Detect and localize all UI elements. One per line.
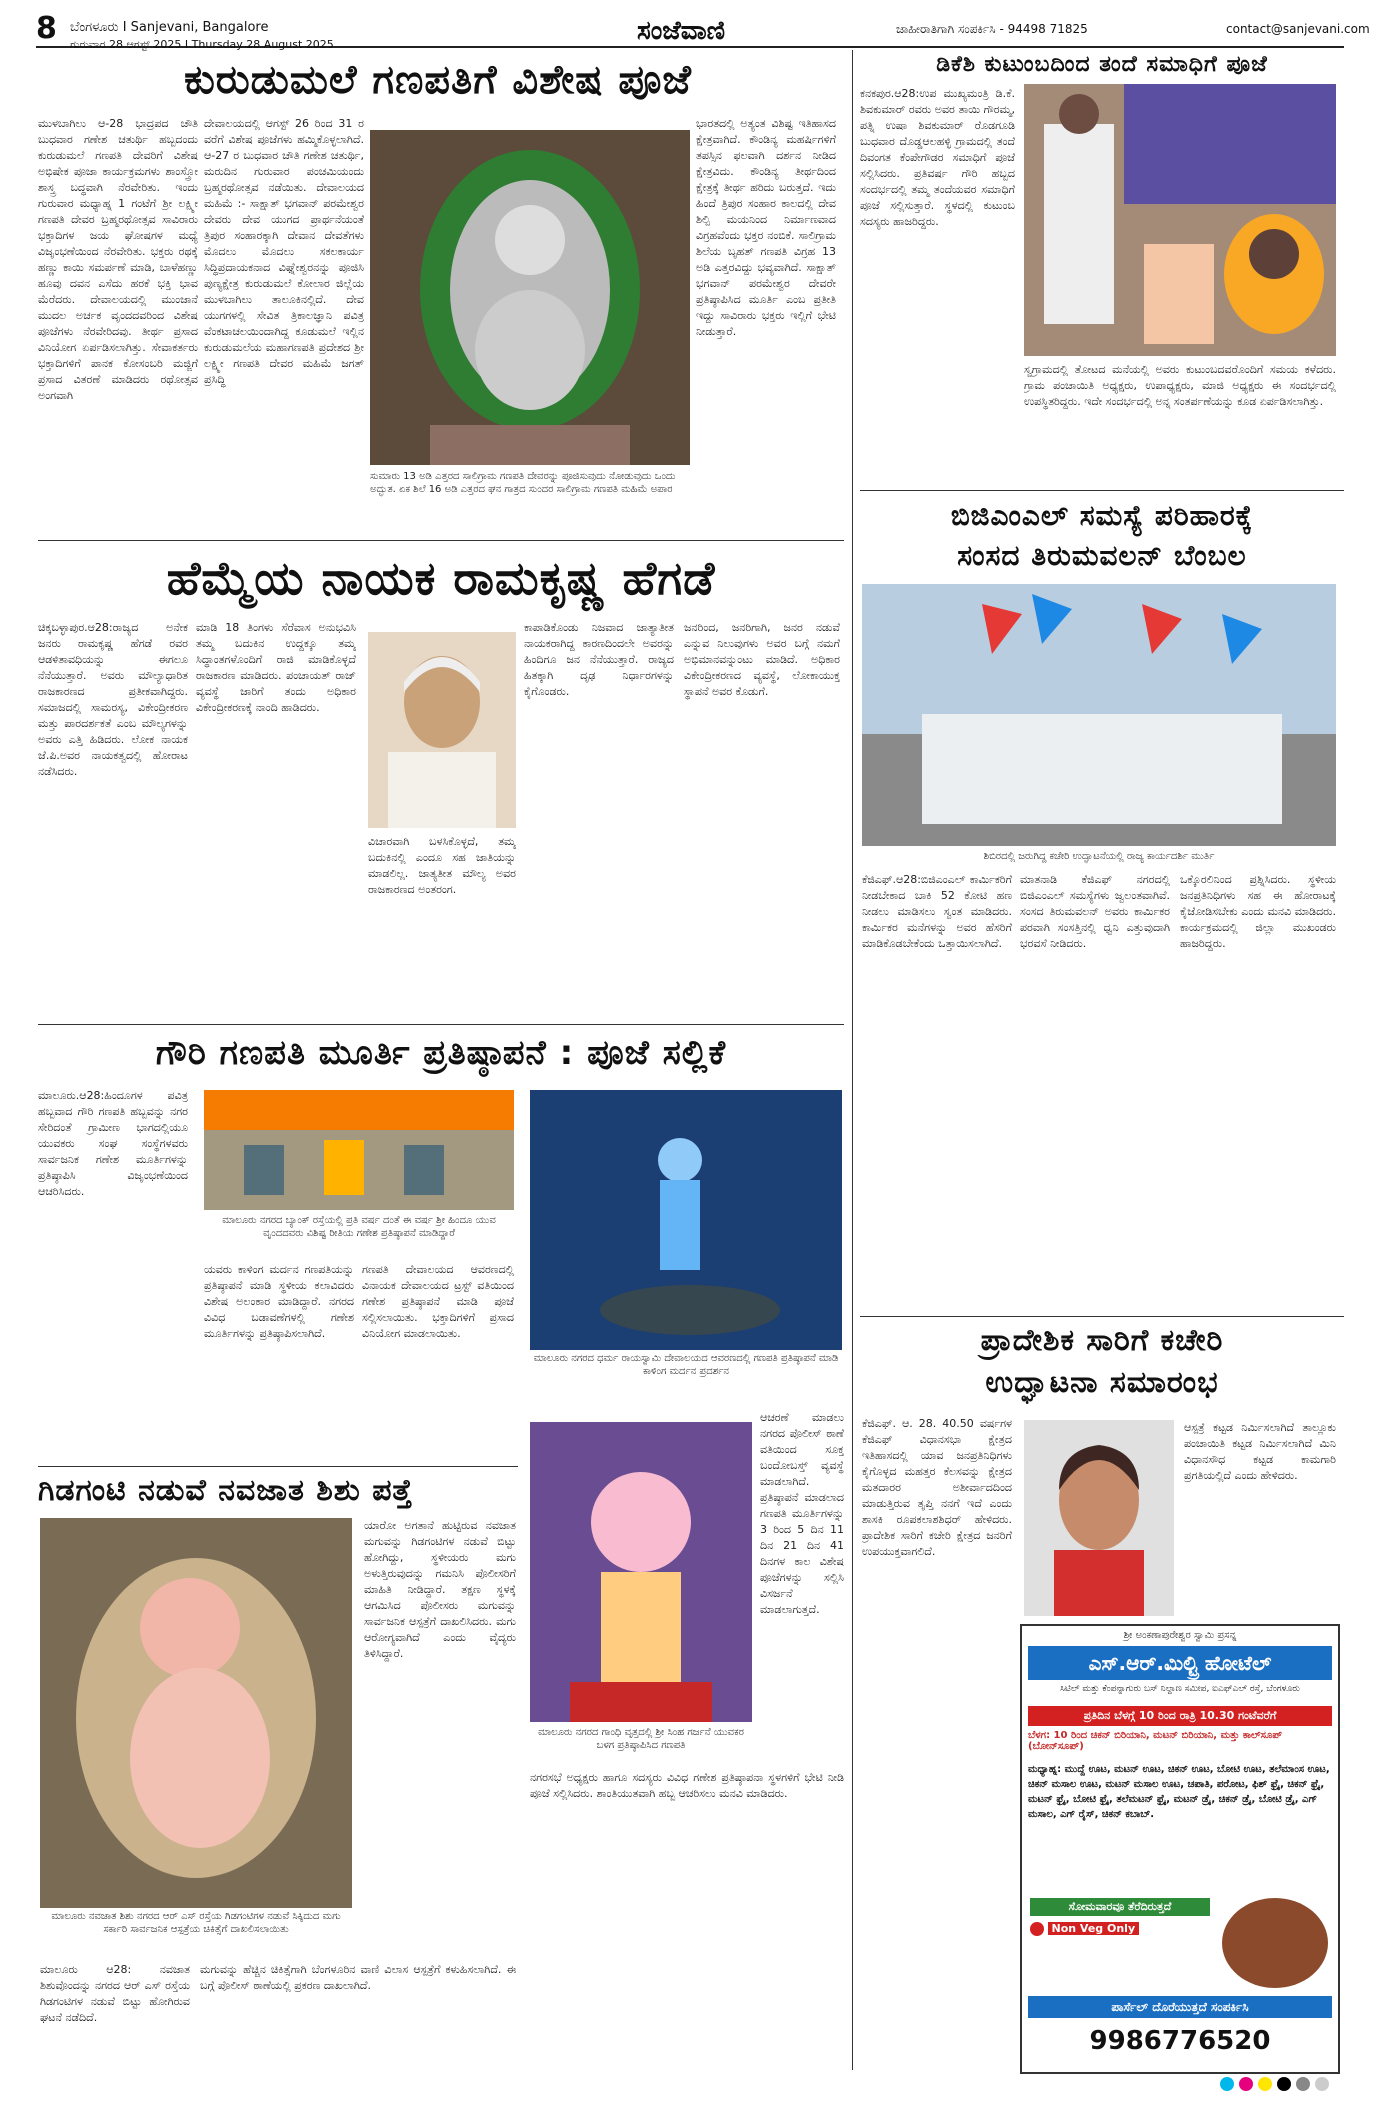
kalinga-mardana-photo xyxy=(530,1090,842,1350)
yellow-dot-icon xyxy=(1258,2077,1272,2091)
article-text: ಮುಳಬಾಗಿಲು ಆ-28 ಭಾದ್ರಪದ ಚೌತಿ ಬುಧವಾರ ಗಣೇಶ ಚತುರ್ಥಿ ಹಬ್ಬದಂದು ಕುರುಡುಮಲೆ ಗಣಪತಿ ದೇವರಿಗೆ ವಿಶೇಷ ಅಭಿಷೇಕ ಪೂಜಾ ಕಾರ್ಯಕ್ರಮಗಳು ಶಾಂಸ್ತ್ರೋ ಶಾಸ್ತ್ರ ಬದ್ಧವಾಗಿ ನೆರವೇರಿತು. ಇಂದು ಗುರುವಾರ ಮಧ್ಯಾಹ್ನ 1 ಗಂಟೆಗೆ ಶ್ರೀ ಲಕ್ಷ್ಮೀ ಗಣಪತಿ ದೇವರ ಬ್ರಹ್ಮರಥೋತ್ಸವ ಸಾವಿರಾರು ಭಕ್ತಾದಿಗಳ ಜಯ ಘೋಷಗಳ ಮಧ್ಯೆ ವಿಜೃಂಭಣೆಯಿಂದ ನೆರವೇರಿತು. ಭಕ್ತರು ರಥಕ್ಕೆ ಹಣ್ಣು ಕಾಯಿ ಸಮರ್ಪಣೆ ಮಾಡಿ, ಬಾಳೆಹಣ್ಣು ಹೂವು ದವನ ಎಸೆದು ಹರಕೆ ಭಕ್ತಿ ಭಾವ ಮೆರೆದರು. ದೇವಾಲಯದಲ್ಲಿ ಮುಂಜಾನೆ ಮುದಲ ಅರ್ಚಕ ವೃಂದದವರಿಂದ ವಿಶೇಷ ಪೂಜೆಗಳು ನೆರವೇರಿದವು. ತೀರ್ಥ ಪ್ರಸಾದ ವಿನಿಯೋಗ ಏರ್ಪಡಿಸಲಾಗಿತ್ತು. ಸೇವಾಕರ್ತರು ಭಕ್ತಾದಿಗಳಿಗೆ ಪಾನಕ ಕೋಸಂಬರಿ ಮಜ್ಜಿಗೆ ಪ್ರಸಾದ ವಿತರಣೆ ಮಾಡಿದರು ರಥೋತ್ಸವ ಅಂಗವಾಗಿ xyxy=(38,117,198,402)
photo-caption: ಮಾಲೂರು ನಗರದ ಗಾಂಧಿ ವೃತ್ತದಲ್ಲಿ ಶ್ರೀ ಸಿಂಹ ಗರ್ಜನೆ ಯುವಕರ ಬಳಗ ಪ್ರತಿಷ್ಠಾಪಿಸಿದ ಗಣಪತಿ xyxy=(538,1727,744,1751)
article-text: ಕೆಜಿಎಫ್.ಆ28:ಬಿಜಿಎಂಎಲ್ ಕಾರ್ಮಿಕರಿಗೆ ನೀಡಬೇಕಾದ ಬಾಕಿ 52 ಕೋಟಿ ಹಣ ನೀಡಲು ಮಾಡಿಸಲು ಸ್ವಂತ ಮಾಡಿದರು. ಕಾರ್ಮಿಕರ ಮನೆಗಳನ್ನು ಅವರ ಹೆಸರಿಗೆ ಮಾಡಿಕೊಡಬೇಕೆಂದು ಒತ್ತಾಯಿಸಲಾಗಿದೆ. xyxy=(862,873,1012,950)
article-text: ಮಾಲೂರು.ಆ28:ಹಿಂದೂಗಳ ಪವಿತ್ರ ಹಬ್ಬವಾದ ಗೌರಿ ಗಣಪತಿ ಹಬ್ಬವನ್ನು ನಗರ ಸೇರಿದಂತೆ ಗ್ರಾಮೀಣ ಭಾಗದಲ್ಲಿಯೂ ಯುವಕರು ಸಂಘ ಸಂಸ್ಥೆಗಳವರು ಸಾರ್ವಜನಿಕ ಗಣೇಶ ಮೂರ್ತಿಗಳನ್ನು ಪ್ರತಿಷ್ಠಾಪಿಸಿ ವಿಜೃಂಭಣೆಯಿಂದ ಆಚರಿಸಿದರು. xyxy=(38,1089,188,1198)
newborn-photo xyxy=(40,1518,352,1908)
color-registration-marks xyxy=(1220,2076,1340,2092)
newborn-illustration xyxy=(40,1518,352,1908)
photo-caption: ಮಾಲೂರು ನಗರದ ಬ್ಯಾಂಕ್ ರಸ್ತೆಯಲ್ಲಿ ಪ್ರತಿ ವರ್ಷ ದಂತೆ ಈ ವರ್ಷ ಶ್ರೀ ಹಿಂದೂ ಯುವ ವೃಂದದವರು ವಿಶಿಷ್ಟ ರೀತಿಯ ಗಣೇಶ ಪ್ರತಿಷ್ಠಾಪನೆ ಮಾಡಿದ್ದಾರೆ xyxy=(222,1215,496,1239)
bgml-protest-photo xyxy=(862,584,1336,846)
headline-rto-2: ಉದ್ಘಾಟನಾ ಸಮಾರಂಭ xyxy=(985,1365,1219,1400)
ganapati-illustration xyxy=(370,130,690,465)
divider-line xyxy=(860,1316,1344,1317)
photo-caption: ಮಾಲೂರು ನಗರದ ಧರ್ಮ ರಾಯಸ್ವಾಮಿ ದೇವಾಲಯದ ಆವರಣದಲ್ಲಿ ಗಣಪತಿ ಪ್ರತಿಷ್ಠಾಪನೆ ಮಾಡಿ ಕಾಳಿಂಗ ಮರ್ದನ ಪ್ರದರ್ಶನ xyxy=(533,1353,839,1377)
protest-illustration xyxy=(862,584,1336,846)
ad-parcel: ಪಾರ್ಸೆಲ್ ದೊರೆಯುತ್ತದೆ ಸಂಪರ್ಕಿಸಿ xyxy=(1028,1996,1332,2018)
photo-caption: ಮಾಲೂರು ನವಜಾತ ಶಿಶು ನಗರದ ಆರ್ ಎಸ್ ರಸ್ತೆಯ ಗಿಡಗಂಟಿಗಳ ನಡುವೆ ಸಿಕ್ಕಿದುದ ಮಗು ಸರ್ಕಾರಿ ಸಾರ್ವಜನಿಕ ಆಸ್ಪತ್ರೆಯ ಚಿಕಿತ್ಸೆಗೆ ದಾಖಲಿಸಲಾಯಿತು xyxy=(51,1911,341,1935)
ad-phone-number[interactable]: 9986776520 xyxy=(1089,2026,1271,2056)
ganapati-idol-photo xyxy=(370,130,690,465)
ad-contact-line: ಜಾಹೀರಾತಿಗಾಗಿ ಸಂಪರ್ಕಿಸಿ - 94498 71825 xyxy=(896,22,1088,36)
ad-hotel-title: ಎಸ್.ಆರ್.ಮಿಲ್ಟ್ರಿ ಹೋಟೆಲ್ xyxy=(1028,1646,1332,1680)
nonveg-icon xyxy=(1030,1922,1044,1936)
article-text: ಕೆಜಿಎಫ್. ಆ. 28. 40.50 ವರ್ಷಗಳ ಕೆಜಿಎಫ್ ವಿಧಾನಸಭಾ ಕ್ಷೇತ್ರದ ಇತಿಹಾಸದಲ್ಲಿ ಯಾವ ಜನಪ್ರತಿನಿಧಿಗಳು ಕೈಗೊಳ್ಳದ ಮಹತ್ತರ ಕೆಲಸವನ್ನು ಕ್ಷೇತ್ರದ ಮತದಾರರ ಅಶೀರ್ವಾದದಿಂದ ಮಾಡುತ್ತಿರುವ ತೃಪ್ತಿ ನನಗೆ ಇದೆ ಎಂದು ಶಾಸಕಿ ರೂಪಕಲಾಶಶಿಧರ್ ಹೇಳಿದರು. ಪ್ರಾದೇಶಿಕ ಸಾರಿಗೆ ಕಚೇರಿ ಕ್ಷೇತ್ರದ ಜನರಿಗೆ ಉಪಯುಕ್ತವಾಗಲಿದೆ. xyxy=(862,1417,1012,1558)
divider-line xyxy=(38,1024,844,1025)
hotel-ad xyxy=(1020,1624,1340,2074)
article-text: ಸ್ವಗ್ರಾಮದಲ್ಲಿ ತೋಟದ ಮನೆಯಲ್ಲಿ ಅವರು ಕುಟುಂಬದವರೊಂದಿಗೆ ಸಮಯ ಕಳೆದರು. ಗ್ರಾಮ ಪಂಚಾಯಿತಿ ಅಧ್ಯಕ್ಷರು, ಉಪಾಧ್ಯಕ್ಷರು, ಮಾಜಿ ಅಧ್ಯಕ್ಷರು ಈ ಸಂದರ್ಭದಲ್ಲಿ ಉಪಸ್ಥಿತರಿದ್ದರು. ಇದೇ ಸಂದರ್ಭದಲ್ಲಿ ಅನ್ನ ಸಂತರ್ಪಣೆಯನ್ನು ಕೂಡ ಏರ್ಪಡಿಸಲಾಗಿತ್ತು. xyxy=(1024,363,1336,408)
article-text: ನಗರಸಭೆ ಅಧ್ಯಕ್ಷರು ಹಾಗೂ ಸದಸ್ಯರು ವಿವಿಧ ಗಣೇಶ ಪ್ರತಿಷ್ಠಾಪನಾ ಸ್ಥಳಗಳಿಗೆ ಭೇಟಿ ನೀಡಿ ಪೂಜೆ ಸಲ್ಲಿಸಿದರು. ಶಾಂತಿಯುತವಾಗಿ ಹಬ್ಬ ಆಚರಿಸಲು ಮನವಿ ಮಾಡಿದರು. xyxy=(530,1771,844,1800)
lightgrey-dot-icon xyxy=(1315,2077,1329,2091)
article-text: ವಿಚಾರವಾಗಿ ಬಳಸಿಕೊಳ್ಳದೆ, ತಮ್ಮ ಬದುಕಿನಲ್ಲಿ ಎಂದೂ ಸಹ ಜಾತಿಯನ್ನು ಮಾಡಲಿಲ್ಲ. ಜಾತ್ಯತೀತ ಮೌಲ್ಯ ಅವರ ರಾಜಕಾರಣದ ಅಂತರಂಗ. xyxy=(368,835,516,896)
column-divider xyxy=(852,50,853,2070)
mla-portrait-photo xyxy=(1024,1420,1174,1616)
photo-caption: ಶಿಬಿರದಲ್ಲಿ ಜರುಗಿದ್ದ ಕಚೇರಿ ಉದ್ಘಾಟನೆಯಲ್ಲಿ ರಾಜ್ಯ ಕಾರ್ಯದರ್ಶಿ ಮುರ್ತಿ xyxy=(983,851,1215,862)
divider-line xyxy=(38,540,844,541)
article-text: ಆಚರಣೆ ಮಾಡಲು ನಗರದ ಪೊಲೀಸ್ ಠಾಣೆ ವತಿಯಿಂದ ಸೂಕ್ತ ಬಂದೋಬಸ್ತ್ ವ್ಯವಸ್ಥೆ ಮಾಡಲಾಗಿದೆ. ಪ್ರತಿಷ್ಠಾಪನೆ ಮಾಡಲಾದ ಗಣಪತಿ ಮೂರ್ತಿಗಳನ್ನು 3 ರಿಂದ 5 ದಿನ 11 ದಿನ 21 ದಿನ 41 ದಿನಗಳ ಕಾಲ ವಿಶೇಷ ಪೂಜೆಗಳನ್ನು ಸಲ್ಲಿಸಿ ವಿಸರ್ಜನೆ ಮಾಡಲಾಗುತ್ತದೆ. xyxy=(760,1411,844,1616)
headline-bgml-2: ಸಂಸದ ತಿರುಮವಲನ್ ಬೆಂಬಲ xyxy=(957,539,1247,572)
article-text: ಒಕ್ಕೊರಲಿನಿಂದ ಪ್ರಶ್ನಿಸಿದರು. ಸ್ಥಳೀಯ ಜನಪ್ರತಿನಿಧಿಗಳು ಸಹ ಈ ಹೋರಾಟಕ್ಕೆ ಕೈಜೋಡಿಸಬೇಕು ಎಂದು ಮನವಿ ಮಾಡಿದರು. ಕಾರ್ಯಕ್ರಮದಲ್ಲಿ ಜಿಲ್ಲಾ ಮುಖಂಡರು ಹಾಜರಿದ್ದರು. xyxy=(1180,873,1336,950)
email-contact: contact@sanjevani.com xyxy=(1226,22,1370,36)
ad-top-line: ಶ್ರೀ ಅಂಕಣಾಪುರೇಶ್ವರ ಸ್ವಾಮಿ ಪ್ರಸನ್ನ xyxy=(1123,1630,1237,1641)
headline-bgml-1: ಬಿಜಿಎಂಎಲ್ ಸಮಸ್ಯೆ ಪರಿಹಾರಕ್ಕೆ xyxy=(950,499,1254,532)
headline-newborn: ಗಿಡಗಂಟಿ ನಡುವೆ ನವಜಾತ ಶಿಶು ಪತ್ತೆ xyxy=(38,1473,414,1508)
magenta-dot-icon xyxy=(1239,2077,1253,2091)
article-text: ಜನರಿಂದ, ಜನರಿಗಾಗಿ, ಜನರ ನಡುವೆ ಎನ್ನುವ ನಿಲುವುಗಳು ಅವರ ಬಗ್ಗೆ ನಮಗೆ ಅಭಿಮಾನವನ್ನುಂಟು ಮಾಡಿದೆ. ಅಧಿಕಾರ ವಿಕೇಂದ್ರೀಕರಣದ ವ್ಯವಸ್ಥೆ, ಲೋಕಾಯುಕ್ತ ಸ್ಥಾಪನೆ ಅವರ ಕೊಡುಗೆ. xyxy=(684,621,840,698)
article-text: ಗಣಪತಿ ದೇವಾಲಯದ ಆವರಣದಲ್ಲಿ ವಿನಾಯಕ ದೇವಾಲಯದ ಟ್ರಸ್ಟ್ ವತಿಯಿಂದ ಗಣೇಶ ಪ್ರತಿಷ್ಠಾಪನೆ ಮಾಡಿ ಪೂಜೆ ಸಲ್ಲಿಸಲಾಯಿತು. ಭಕ್ತಾದಿಗಳಿಗೆ ಪ್ರಸಾದ ವಿನಿಯೋಗ ಮಾಡಲಾಯಿತು. xyxy=(362,1263,514,1340)
newspaper-logo: ಸಂಜೆವಾಣಿ xyxy=(636,16,726,46)
headline-kurudumale: ಕುರುಡುಮಲೆ ಗಣಪತಿಗೆ ವಿಶೇಷ ಪೂಜೆ xyxy=(184,57,692,103)
kalinga-illustration xyxy=(530,1090,842,1350)
ad-line1: ಬೆಳಗ: 10 ರಿಂದ ಚಿಕನ್ ಬಿರಿಯಾನಿ, ಮಟನ್ ಬಿರಿಯಾನಿ, ಮತ್ತು ಕಾಲ್‌ಸೂಪ್ (ಬೋನ್‌ಸೂಪ್) xyxy=(1028,1730,1282,1752)
masthead-city: ಬೆಂಗಳೂರು I Sanjevani, Bangalore xyxy=(70,20,269,35)
ganesha-idol-photo xyxy=(530,1422,752,1722)
article-text: ಮಾತನಾಡಿ ಕೆಜಿಎಫ್ ನಗರದಲ್ಲಿ ಬಿಜಿಎಂಎಲ್ ಸಮಸ್ಯೆಗಳು ಜ್ವಲಂತವಾಗಿವೆ. ಸಂಸದ ತಿರುಮವಲನ್ ಅವರು ಕಾರ್ಮಿಕರ ಪರವಾಗಿ ಸಂಸತ್ತಿನಲ್ಲಿ ಧ್ವನಿ ಎತ್ತುವುದಾಗಿ ಭರವಸೆ ನೀಡಿದರು. xyxy=(1020,873,1170,950)
article-text: ಕನಕಪುರ.ಆ28:ಉಪ ಮುಖ್ಯಮಂತ್ರಿ ಡಿ.ಕೆ. ಶಿವಕುಮಾರ್ ರವರು ಅವರ ತಾಯಿ ಗೌರಮ್ಮ, ಪತ್ನಿ ಉಷಾ ಶಿವಕುಮಾರ್ ರೊಡಗೂಡಿ ಬುಧವಾರ ದೊಡ್ಡಆಲಹಳ್ಳಿ ಗ್ರಾಮದಲ್ಲಿ ತಂದೆ ದಿವಂಗತ ಕೆಂಪೇಗೌಡರ ಸಮಾಧಿಗೆ ಪೂಜೆ ಸಲ್ಲಿಸಿದರು. ಪ್ರತಿವರ್ಷ ಗೌರಿ ಹಬ್ಬದ ಸಂದರ್ಭದಲ್ಲಿ ತಮ್ಮ ತಂದೆಯವರ ಸಮಾಧಿಗೆ ಪೂಜೆ ಸಲ್ಲಿಸುತ್ತಾರೆ. ಸ್ಥಳದಲ್ಲಿ ಕುಟುಂಬ ಸದಸ್ಯರು ಹಾಜರಿದ್ದರು. xyxy=(860,87,1015,228)
puja-illustration xyxy=(1024,84,1336,356)
article-text: ದೇವಾಲಯದಲ್ಲಿ ಆಗಸ್ಟ್ 26 ರಿಂದ 31 ರ ವರೆಗೆ ವಿಶೇಷ ಪೂಜೆಗಳು ಹಮ್ಮಿಕೊಳ್ಳಲಾಗಿದೆ. ಆ-27 ರ ಬುಧವಾರ ಚೌತಿ ಗಣೇಶ ಚತುರ್ಥಿ, ಮರುದಿನ ಗುರುವಾರ ಪಂಚಮಿಯಂದು ಬ್ರಹ್ಮರಥೋತ್ಸವ ನಡೆಯಿತು. ದೇವಾಲಯದ ಮಹಿಮೆ :- ಸಾಕ್ಷಾತ್ ಭಗವಾನ್ ಪರಮೇಶ್ವರ ದೇವರು ದೇವ ಯುಗದ ಪ್ರಾರ್ಥನೆಯಂತೆ ತ್ರಿಪುರ ಸಂಹಾರಕ್ಕಾಗಿ ದೇವಾನ ದೇವತೆಗಳು ಮೊದಲು ಮೊದಲು ಸಕಲಕಾರ್ಯ ಸಿದ್ಧಿಪ್ರದಾಯಕನಾದ ವಿಘ್ನೇಶ್ವರನನ್ನು ಪೂಜಿಸಿ ಪುಣ್ಯಕ್ಷೇತ್ರ ಕುರುಡುಮಲೆ ಕೋಲಾರ ಜಿಲ್ಲೆಯ ಮುಳಬಾಗಿಲು ತಾಲೂಕಿನಲ್ಲಿದೆ. ದೇವ ಯುಗಗಳಲ್ಲಿ ಸೇವಿತ ತ್ರಿಕಾಲಜ್ಞಾನಿ ಪವಿತ್ರ ವೆಂಕಟಾಚಲಯಿಂದಾಗಿದ್ದ ಕೂಡುಮಲೆ ಇಲ್ಲಿನ ಕುರುಡುಮಲೆಯ ಮಹಾಗಣಪತಿ ಪ್ರದೇಶದ ಶ್ರೀ ಲಕ್ಷ್ಮೀ ಗಣಪತಿ ದೇವರ ಮಹಿಮೆ ಜಗತ್ ಪ್ರಸಿದ್ಧಿ xyxy=(204,117,364,386)
page-number: 8 xyxy=(36,11,57,46)
ad-nonveg-badge: Non Veg Only xyxy=(1030,1920,1210,1938)
article-text: ಮಾಡಿ 18 ತಿಂಗಳು ಸೆರೆವಾಸ ಅನುಭವಿಸಿ ತಮ್ಮ ಬದುಕಿನ ಉದ್ದಕ್ಕೂ ತಮ್ಮ ಸಿದ್ಧಾಂತಗಳೊಂದಿಗೆ ರಾಜಿ ಮಾಡಿಕೊಳ್ಳದೆ ರಾಜಕಾರಣ ಮಾಡಿದರು. ಪಂಚಾಯತ್ ರಾಜ್ ವ್ಯವಸ್ಥೆ ಜಾರಿಗೆ ತಂದು ಅಧಿಕಾರ ವಿಕೇಂದ್ರೀಕರಣಕ್ಕೆ ನಾಂದಿ ಹಾಡಿದರು. xyxy=(196,621,356,714)
ad-timing: ಪ್ರತಿದಿನ ಬೆಳಗ್ಗೆ 10 ರಿಂದ ರಾತ್ರಿ 10.30 ಗಂಟೆವರೆಗೆ xyxy=(1028,1706,1332,1726)
article-text: ಯವರು ಕಾಳಿಂಗ ಮರ್ದನ ಗಣಪತಿಯನ್ನು ಪ್ರತಿಷ್ಠಾಪನೆ ಮಾಡಿ ಸ್ಥಳೀಯ ಕಲಾವಿದರು ವಿಶೇಷ ಅಲಂಕಾರ ಮಾಡಿದ್ದಾರೆ. ನಗರದ ವಿವಿಧ ಬಡಾವಣೆಗಳಲ್ಲಿ ಗಣೇಶ ಮೂರ್ತಿಗಳನ್ನು ಪ್ರತಿಷ್ಠಾಪಿಸಲಾಗಿದೆ. xyxy=(204,1263,354,1340)
hegde-portrait-photo xyxy=(368,632,516,828)
dkshi-puja-photo xyxy=(1024,84,1336,356)
article-text: ಕಾಪಾಡಿಕೊಂಡು ನಿಜವಾದ ಜಾತ್ಯಾತೀತ ನಾಯಕರಾಗಿದ್ದ ಕಾರಣದಿಂದಲೇ ಅವರನ್ನು ಹಿಂದಿಗೂ ಜನ ನೆನೆಯುತ್ತಾರೆ. ರಾಜ್ಯದ ಹಿತಕ್ಕಾಗಿ ದೃಢ ನಿರ್ಧಾರಗಳನ್ನು ಕೈಗೊಂಡರು. xyxy=(524,621,674,698)
cyan-dot-icon xyxy=(1220,2077,1234,2091)
ad-address: ಸಿಟಿಲ್ ಮತ್ತು ಕೆಂಪನ್ನಾಗುರು ಬಸ್ ನಿಲ್ದಾಣ ಸಮೀಪ, ಐಎಫ್ಎಲ್ ರಸ್ತೆ, ಬೆಂಗಳೂರು xyxy=(1060,1684,1300,1694)
article-text: ಭಾರತದಲ್ಲಿ ಅತ್ಯಂತ ವಿಶಿಷ್ಟ ಇತಿಹಾಸದ ಕ್ಷೇತ್ರವಾಗಿದೆ. ಕೌಂಡಿನ್ಯ ಮಹರ್ಷಿಗಳಿಗೆ ತಪಸ್ಸಿನ ಫಲವಾಗಿ ದರ್ಶನ ನೀಡಿದ ಕ್ಷೇತ್ರವಿದು. ಕೌಂಡಿನ್ಯ ತೀರ್ಥದಿಂದ ಕ್ಷೇತ್ರಕ್ಕೆ ತೀರ್ಥ ಹರಿದು ಬರುತ್ತದೆ. ಇದು ಹಿಂದೆ ತ್ರಿಪುರ ಸಂಹಾರ ಕಾಲದಲ್ಲಿ ದೇವ ಶಿಲ್ಪಿ ಮಯನಿಂದ ನಿರ್ಮಾಣವಾದ ವಿಗ್ರಹವೆಂದು ಭಕ್ತರ ನಂಬಿಕೆ. ಸಾಲಿಗ್ರಾಮ ಶಿಲೆಯ ಬೃಹತ್ ಗಣಪತಿ ವಿಗ್ರಹ 13 ಅಡಿ ಎತ್ತರವಿದ್ದು ಭವ್ಯವಾಗಿದೆ. ಸಾಕ್ಷಾತ್ ಭಗವಾನ್ ಪರಮೇಶ್ವರ ದೇವರೇ ಪ್ರತಿಷ್ಠಾಪಿಸಿದ ಮೂರ್ತಿ ಎಂಬ ಪ್ರತೀತಿ ಇದ್ದು ಸಾವಿರಾರು ಭಕ್ತರು ಇಲ್ಲಿಗೆ ಭೇಟಿ ನೀಡುತ್ತಾರೆ. xyxy=(696,117,836,338)
masthead xyxy=(36,11,1370,51)
portrait-illustration xyxy=(368,632,516,828)
headline-rto-1: ಪ್ರಾದೇಶಿಕ ಸಾರಿಗೆ ಕಚೇರಿ xyxy=(980,1323,1224,1358)
ganesha-display-photo xyxy=(204,1090,514,1210)
divider-line xyxy=(860,490,1344,491)
article-text: ಆಸ್ಪತ್ರೆ ಕಟ್ಟಡ ನಿರ್ಮಿಸಲಾಗಿದೆ ತಾಲ್ಲೂಕು ಪಂಚಾಯಿತಿ ಕಟ್ಟಡ ನಿರ್ಮಿಸಲಾಗಿದೆ ಮಿನಿ ವಿಧಾನಸೌಧ ಕಟ್ಟಡ ಕಾಮಗಾರಿ ಪ್ರಗತಿಯಲ್ಲಿದೆ ಎಂದು ಹೇಳಿದರು. xyxy=(1184,1421,1336,1482)
article-text: ಮಗುವನ್ನು ಹೆಚ್ಚಿನ ಚಿಕಿತ್ಸೆಗಾಗಿ ಬೆಂಗಳೂರಿನ ವಾಣಿ ವಿಲಾಸ ಆಸ್ಪತ್ರೆಗೆ ಕಳುಹಿಸಲಾಗಿದೆ. ಈ ಬಗ್ಗೆ ಪೊಲೀಸ್ ಠಾಣೆಯಲ್ಲಿ ಪ್ರಕರಣ ದಾಖಲಾಗಿದೆ. xyxy=(200,1963,516,1992)
food-plate-image xyxy=(1222,1898,1328,1988)
article-text: ಯಾರೋ ಅಗತಾನೆ ಹುಟ್ಟಿರುವ ನವಜಾತ ಮಗುವನ್ನು ಗಿಡಗಂಟಿಗಳ ನಡುವೆ ಬಿಟ್ಟು ಹೋಗಿದ್ದು, ಸ್ಥಳೀಯರು ಮಗು ಅಳುತ್ತಿರುವುದನ್ನು ಗಮನಿಸಿ ಪೊಲೀಸರಿಗೆ ಮಾಹಿತಿ ನೀಡಿದ್ದಾರೆ. ತಕ್ಷಣ ಸ್ಥಳಕ್ಕೆ ಆಗಮಿಸಿದ ಪೊಲೀಸರು ಮಗುವನ್ನು ಸಾರ್ವಜನಿಕ ಆಸ್ಪತ್ರೆಗೆ ದಾಖಲಿಸಿದರು. ಮಗು ಆರೋಗ್ಯವಾಗಿದೆ ಎಂದು ವೈದ್ಯರು ತಿಳಿಸಿದ್ದಾರೆ. xyxy=(364,1519,516,1660)
headline-dkshi: ಡಿಕೆಶಿ ಕುಟುಂಬದಿಂದ ತಂದೆ ಸಮಾಧಿಗೆ ಪೂಜೆ xyxy=(936,52,1268,77)
headline-hegde: ಹೆಮ್ಮೆಯ ನಾಯಕ ರಾಮಕೃಷ್ಣ ಹೆಗಡೆ xyxy=(166,551,716,605)
photo-caption: ಸುಮಾರು 13 ಅಡಿ ಎತ್ತರದ ಸಾಲಿಗ್ರಾಮ ಗಣಪತಿ ದೇವರನ್ನು ಪೂಜಿಸುವುದು ನೋಡುವುದು ಒಂದು ಅದ್ಭುತ. ಏಕ ಶಿಲೆ 16 ಅಡಿ ಎತ್ತರದ ಘನ ಗಾತ್ರದ ಸುಂದರ ಸಾಲಿಗ್ರಾಮ ಗಣಪತಿ ಮಹಿಮೆ ಅಪಾರ xyxy=(370,471,676,495)
idol-illustration xyxy=(530,1422,752,1722)
ad-monday-open: ಸೋಮವಾರವೂ ತೆರೆದಿರುತ್ತದೆ xyxy=(1030,1898,1210,1916)
article-text: ಮಾಲೂರು ಆ28: ನವಜಾತ ಶಿಶುವೊಂದನ್ನು ನಗರದ ಆರ್ ಎಸ್ ರಸ್ತೆಯ ಗಿಡಗಂಟಿಗಳ ನಡುವೆ ಬಿಟ್ಟು ಹೋಗಿರುವ ಘಟನೆ ನಡೆದಿದೆ. xyxy=(40,1963,190,2024)
article-text: ಚಿಕ್ಕಬಳ್ಳಾಪುರ.ಆ28:ರಾಜ್ಯದ ಅನೇಕ ಜನರು ರಾಮಕೃಷ್ಣ ಹೆಗಡೆ ರವರ ಆಡಳಿತಾವಧಿಯನ್ನು ಈಗಲೂ ನೆನೆಯುತ್ತಾರೆ. ಅವರು ಮೌಲ್ಯಾಧಾರಿತ ರಾಜಕಾರಣದ ಪ್ರತೀಕವಾಗಿದ್ದರು. ಸಮಾಜದಲ್ಲಿ ಸಾಮರಸ್ಯ, ವಿಕೇಂದ್ರೀಕರಣ ಮತ್ತು ಪಾರದರ್ಶಕತೆ ಎಂಬ ಮೌಲ್ಯಗಳನ್ನು ಅವರು ಎತ್ತಿ ಹಿಡಿದರು. ಲೋಕ ನಾಯಕ ಜೆ.ಪಿ.ಅವರ ನಾಯಕತ್ವದಲ್ಲಿ ಹೋರಾಟ ನಡೆಸಿದರು. xyxy=(38,621,188,778)
mla-illustration xyxy=(1024,1420,1174,1616)
divider-line xyxy=(38,1466,518,1467)
ad-menu: ಮಧ್ಯಾಹ್ನ: ಮುದ್ದೆ ಊಟ, ಮಟನ್ ಊಟ, ಚಿಕನ್ ಊಟ, ಬೋಟಿ ಊಟ, ತಲೆಮಾಂಸ ಊಟ, ಚಿಕನ್ ಮಸಾಲ ಊಟ, ಮಟನ್ ಮಸಾಲ ಊಟ, ಚಪಾತಿ, ಪರೋಟ, ಫಿಶ್ ಫ್ರೈ, ಚಿಕನ್ ಫ್ರೈ, ಮಟನ್ ಫ್ರೈ, ಬೋಟಿ ಫ್ರೈ, ತಲೆಮಟನ್ ಫ್ರೈ, ಮಟನ್ ಡ್ರೈ, ಚಿಕನ್ ಡ್ರೈ, ಬೋಟಿ ಡ್ರೈ, ಎಗ್ ಮಸಾಲ, ಎಗ್ ರೈಸ್, ಚಿಕನ್ ಕಬಾಬ್. xyxy=(1028,1764,1330,1820)
display-illustration xyxy=(204,1090,514,1210)
black-dot-icon xyxy=(1277,2077,1291,2091)
headline-gowri-ganapati: ಗೌರಿ ಗಣಪತಿ ಮೂರ್ತಿ ಪ್ರತಿಷ್ಠಾಪನೆ : ಪೂಜೆ ಸಲ್ಲಿಕೆ xyxy=(155,1033,727,1073)
grey-dot-icon xyxy=(1296,2077,1310,2091)
masthead-date: ಗುರುವಾರ 28 ಆಗಸ್ಟ್ 2025 I Thursday 28 August 2025 xyxy=(70,38,334,51)
